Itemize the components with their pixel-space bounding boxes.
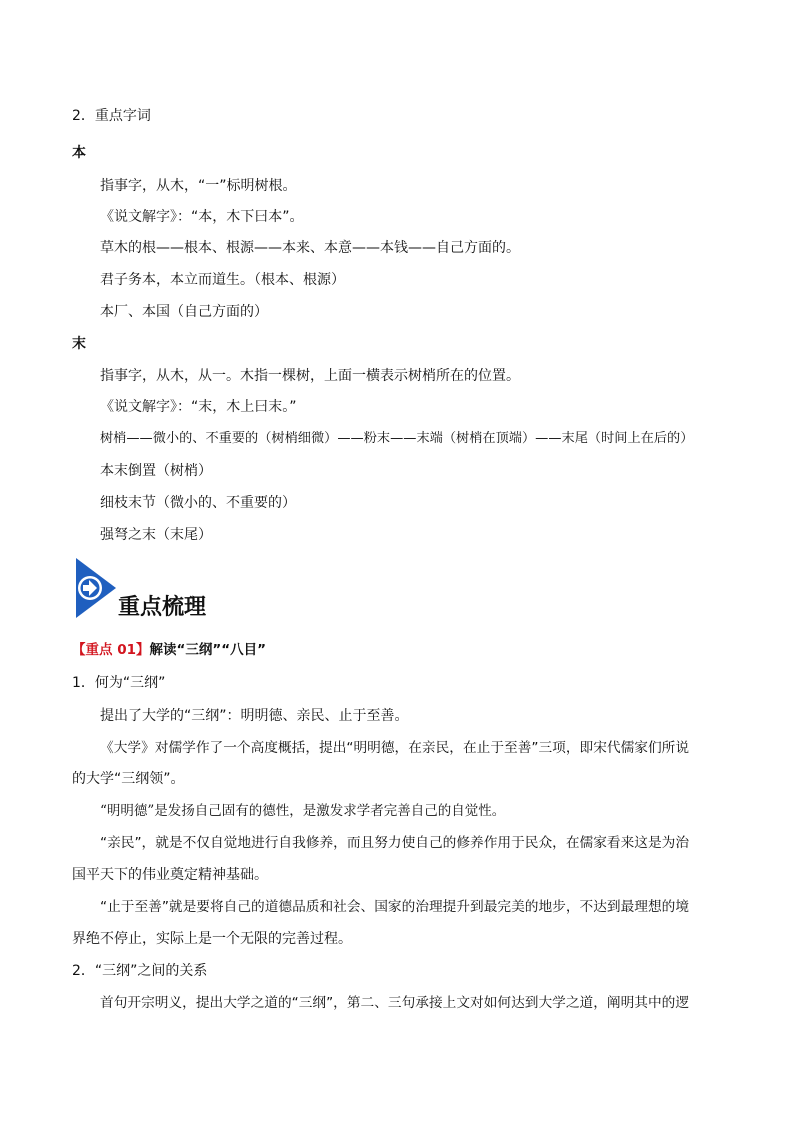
char-ben-line: 君子务本，本立而道生。（根本、根源）: [100, 272, 345, 288]
paragraph: “亲民”，就是不仅自觉地进行自我修养，而且努力使自己的修养作用于民众，在儒家看来这是为治: [100, 835, 690, 851]
banner-title: 重点梳理: [118, 594, 207, 620]
paragraph: 界绝不停止，实际上是一个无限的完善过程。: [72, 931, 352, 947]
paragraph: 提出了大学的“三纲”：明明德、亲民、止于至善。: [100, 708, 409, 724]
keypoint-title: 解读“三纲”“八目”: [149, 642, 266, 658]
char-mo-line: 本末倒置（树梢）: [100, 463, 212, 479]
char-heading-mo: 末: [72, 336, 86, 352]
keypoint-tag: 【重点 01】: [72, 642, 150, 658]
paragraph: 首句开宗明义，提出大学之道的“三纲”，第二、三句承接上文对如何达到大学之道，阐明其中的逻: [100, 995, 690, 1011]
paragraph: 的大学“三纲领”。: [72, 771, 185, 787]
char-mo-line: 《说文解字》：“末，木上曰末。”: [100, 399, 297, 415]
char-mo-line: 指事字，从木，从一。木指一棵树，上面一横表示树梢所在的位置。: [100, 368, 520, 384]
paragraph: 国平天下的伟业奠定精神基础。: [72, 867, 268, 883]
paragraph: 《大学》对儒学作了一个高度概括，提出“明明德，在亲民，在止于至善”三项，即宋代儒家们所说: [100, 740, 690, 756]
char-mo-line: 树梢——微小的、不重要的（树梢细微）——粉末——末端（树梢在顶端）——末尾（时间上在后的）: [100, 431, 694, 446]
char-ben-line: 草木的根——根本、根源——本来、本意——本钱——自己方面的。: [100, 240, 520, 256]
paragraph: “止于至善”就是要将自己的道德品质和社会、国家的治理提升到最完美的地步，不达到最理想的境: [100, 899, 690, 915]
section-banner: [72, 556, 332, 620]
char-mo-line: 强弩之末（末尾）: [100, 527, 212, 543]
arrow-right-icon: [72, 556, 120, 620]
char-ben-line: 本厂、本国（自己方面的）: [100, 304, 268, 320]
char-heading-ben: 本: [72, 145, 86, 161]
char-ben-line: 《说文解字》：“本，木下曰本”。: [100, 209, 304, 225]
paragraph: “明明德”是发扬自己固有的德性，是激发求学者完善自己的自觉性。: [100, 803, 506, 819]
keypoint-heading: [72, 640, 266, 660]
subheading: 2．“三纲”之间的关系: [72, 963, 208, 979]
section-heading: 2．重点字词: [72, 108, 151, 124]
char-mo-line: 细枝末节（微小的、不重要的）: [100, 495, 296, 511]
subheading: 1．何为“三纲”: [72, 675, 166, 691]
char-ben-line: 指事字，从木，“一”标明树根。: [100, 178, 297, 194]
